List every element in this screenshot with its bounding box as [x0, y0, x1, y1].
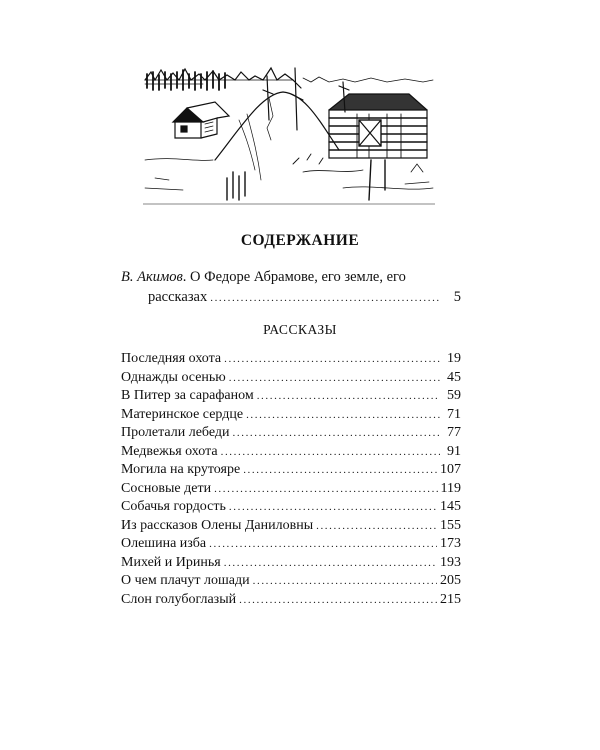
- page-title: СОДЕРЖАНИЕ: [240, 232, 360, 249]
- toc-entry: [121, 350, 461, 369]
- toc-entry-page: 59: [447, 388, 461, 403]
- toc-entry-title: Материнское сердце: [121, 406, 244, 422]
- intro-line: [121, 267, 461, 287]
- leader-dots: [253, 572, 437, 591]
- toc-entry-page: 107: [440, 462, 461, 477]
- toc-entry-page: 145: [440, 499, 461, 514]
- intro-line: [121, 287, 461, 308]
- toc-entry-title: Михей и Иринья: [121, 554, 221, 570]
- toc-entry-page: 91: [447, 443, 461, 459]
- toc-entry-title: Пролетали лебеди: [121, 425, 230, 440]
- toc-entry-page: 19: [447, 351, 461, 366]
- toc-entry-title: Слон голубоглазый: [121, 591, 237, 607]
- toc-entry: [121, 498, 461, 517]
- leader-dots: [246, 406, 440, 425]
- toc-entry-page: 215: [440, 591, 461, 607]
- toc-entry-title: Собачья гордость: [121, 499, 226, 514]
- intro-title-cont: рассказах: [148, 289, 208, 305]
- leader-dots: [224, 350, 440, 369]
- toc-entry-title: Однажды осенью: [121, 369, 226, 385]
- toc-entry: [121, 406, 461, 425]
- leader-dots: [209, 535, 437, 554]
- toc-entry: [121, 443, 461, 462]
- intro-author: В. Акимов: [121, 269, 183, 285]
- leader-dots: [257, 387, 440, 406]
- section-title: РАССКАЗЫ: [263, 322, 337, 337]
- leader-dots: [229, 498, 437, 517]
- leader-dots: [239, 591, 437, 610]
- toc-entry: [121, 517, 461, 536]
- leader-dots: [243, 461, 437, 480]
- toc-entry: [121, 591, 461, 610]
- toc-list: [121, 350, 461, 609]
- toc-entry: [121, 572, 461, 591]
- toc-entry: [121, 480, 461, 499]
- toc-entry: [121, 387, 461, 406]
- leader-dots: [224, 554, 437, 573]
- toc-entry: [121, 554, 461, 573]
- toc-entry-title: Олешина изба: [121, 536, 207, 551]
- intro-page: 5: [453, 289, 461, 305]
- toc-entry-title: Из рассказов Олены Даниловны: [121, 517, 314, 533]
- toc-entry-title: Последняя охота: [121, 351, 222, 366]
- intro-title: . О Федоре Абрамове, его земле, его: [182, 269, 406, 285]
- leader-dots: [210, 288, 440, 308]
- intro-entry: [121, 267, 461, 308]
- toc-entry-page: 193: [440, 554, 461, 570]
- leader-dots: [229, 369, 440, 388]
- toc-entry-page: 119: [440, 480, 461, 496]
- toc-entry-page: 77: [447, 425, 461, 440]
- leader-dots: [214, 480, 437, 499]
- toc-entry-page: 173: [440, 536, 461, 551]
- leader-dots: [316, 517, 437, 536]
- toc-entry: [121, 424, 461, 443]
- toc-entry: [121, 461, 461, 480]
- toc-entry-title: О чем плачут лошади: [121, 573, 250, 588]
- toc-entry: [121, 369, 461, 388]
- toc-entry-title: В Питер за сарафаном: [121, 388, 254, 403]
- toc-entry-title: Могила на крутояре: [121, 462, 241, 477]
- toc-entry-page: 71: [447, 406, 461, 422]
- toc-entry-page: 205: [440, 573, 461, 588]
- toc-entry-page: 155: [440, 517, 461, 533]
- toc-entry-page: 45: [447, 369, 461, 385]
- leader-dots: [233, 424, 440, 443]
- winter-village-sketch-icon: [143, 60, 435, 205]
- toc-entry: [121, 535, 461, 554]
- leader-dots: [221, 443, 440, 462]
- toc-entry-title: Медвежья охота: [121, 443, 218, 459]
- toc-entry-title: Сосновые дети: [121, 480, 212, 496]
